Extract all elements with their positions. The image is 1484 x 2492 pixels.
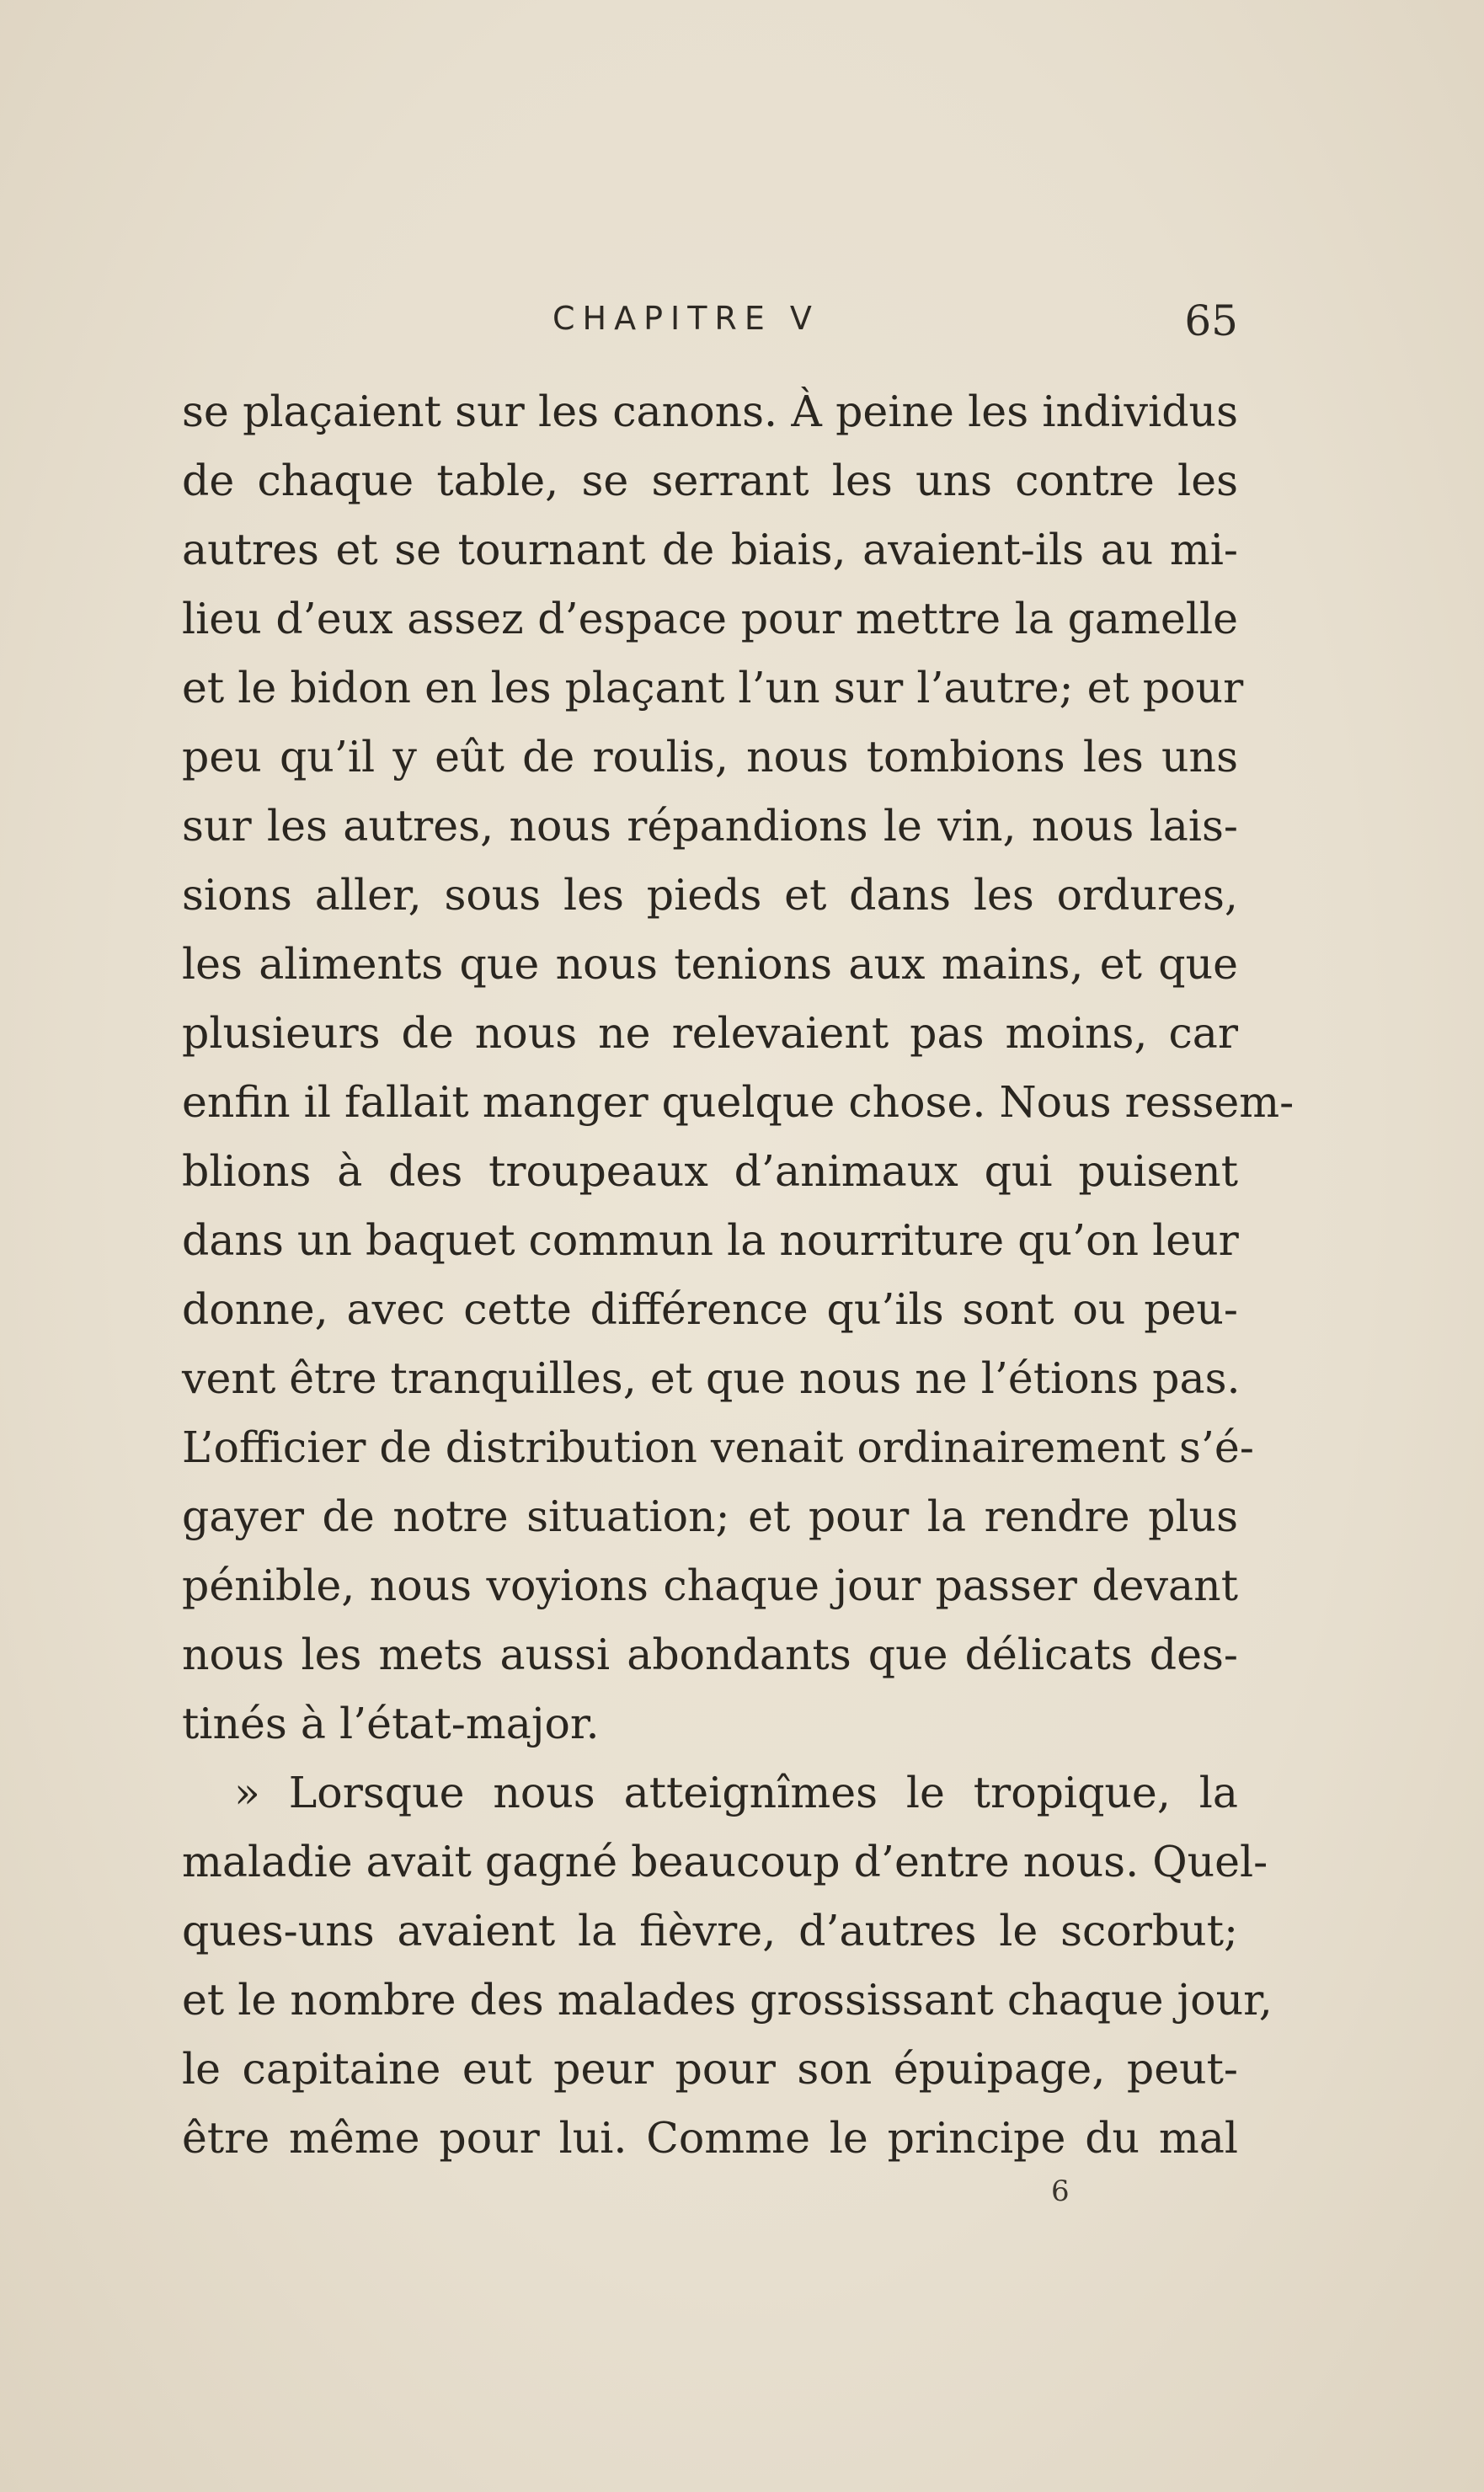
text-line: peu qu’il y eût de roulis, nous tombions les uns xyxy=(182,732,1238,782)
text-line: L’officier de distribution venait ordinairement s’é- xyxy=(182,1422,1254,1472)
chapter-title: CHAPITRE V xyxy=(552,300,819,337)
text-line: sur les autres, nous répandions le vin, nous lais- xyxy=(182,801,1238,851)
text-line: et le nombre des malades grossissant chaque jour, xyxy=(182,1975,1273,2025)
text-line: autres et se tournant de biais, avaient-ils au mi- xyxy=(182,525,1238,574)
text-line: les aliments que nous tenions aux mains, et que xyxy=(182,939,1238,989)
text-line: plusieurs de nous ne relevaient pas moins, car xyxy=(182,1008,1238,1058)
text-line: vent être tranquilles, et que nous ne l’étions pas. xyxy=(182,1353,1241,1403)
text-line: blions à des troupeaux d’animaux qui puisent xyxy=(182,1146,1238,1196)
running-head xyxy=(182,296,1238,347)
page-number: 65 xyxy=(1184,296,1238,345)
text-line: tinés à l’état-major. xyxy=(182,1699,600,1748)
text-line: de chaque table, se serrant les uns contre les xyxy=(182,456,1238,505)
text-line: dans un baquet commun la nourriture qu’on leur xyxy=(182,1215,1239,1265)
text-line: lieu d’eux assez d’espace pour mettre la gamelle xyxy=(182,594,1238,643)
text-line: gayer de notre situation; et pour la rendre plus xyxy=(182,1491,1238,1541)
text-line: ques-uns avaient la fièvre, d’autres le scorbut; xyxy=(182,1906,1238,1956)
text-line: et le bidon en les plaçant l’un sur l’autre; et pour xyxy=(182,663,1244,712)
signature-mark: 6 xyxy=(1051,2174,1070,2208)
text-line: être même pour lui. Comme le principe du mal xyxy=(182,2113,1238,2163)
text-line: sions aller, sous les pieds et dans les ordures, xyxy=(182,870,1238,920)
body-text xyxy=(182,377,1294,2173)
text-line: nous les mets aussi abondants que délicats des- xyxy=(182,1630,1238,1679)
text-line: » Lorsque nous atteignîmes le tropique, la xyxy=(234,1768,1238,1817)
text-line: maladie avait gagné beaucoup d’entre nous. Quel- xyxy=(182,1837,1268,1886)
text-line: pénible, nous voyions chaque jour passer devant xyxy=(182,1561,1238,1610)
text-line: le capitaine eut peur pour son épuipage, peut- xyxy=(182,2044,1238,2094)
text-line: se plaçaient sur les canons. À peine les individus xyxy=(182,387,1238,436)
text-line: enfin il fallait manger quelque chose. Nous ressem- xyxy=(182,1077,1294,1127)
text-line: donne, avec cette différence qu’ils sont ou peu- xyxy=(182,1284,1238,1334)
